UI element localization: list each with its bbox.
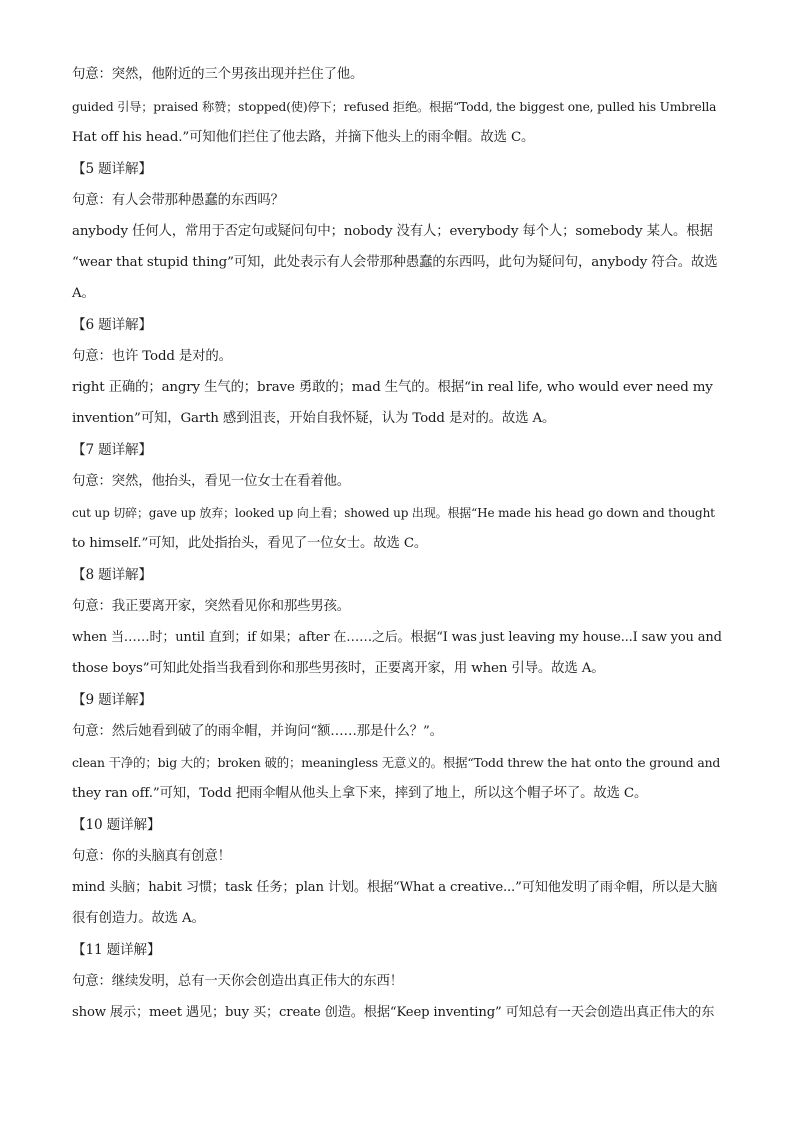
question-heading: 【6 题详解】 bbox=[72, 317, 152, 333]
question-heading: 【8 题详解】 bbox=[72, 567, 152, 583]
question-heading: 【9 题详解】 bbox=[72, 692, 152, 708]
question-heading: 【11 题详解】 bbox=[72, 942, 161, 958]
text-line: 句意：突然，他附近的三个男孩出现并拦住了他。 bbox=[72, 67, 364, 82]
text-line: clean 干净的；big 大的；broken 破的；meaningless 无意义的。根据“Todd threw the hat onto the ground and bbox=[72, 755, 721, 770]
text-line: Hat off his head.”可知他们拦住了他去路，并摘下他头上的雨伞帽。故选 C。 bbox=[72, 130, 535, 145]
text-line: 句意：也许 Todd 是对的。 bbox=[72, 349, 232, 364]
text-line: 句意：然后她看到破了的雨伞帽，并询问“额……那是什么？”。 bbox=[72, 724, 443, 739]
text-line: “wear that stupid thing”可知，此处表示有人会带那种愚蠢的东西吗，此句为疑问句，anybody 符合。故选 bbox=[72, 255, 718, 270]
text-line: 句意：突然，他抬头，看见一位女士在看着他。 bbox=[72, 474, 351, 489]
text-line: when 当……时；until 直到；if 如果；after 在……之后。根据“I was just leaving my house...I saw you and bbox=[72, 630, 722, 645]
text-line: cut up 切碎；gave up 放弃；looked up 向上看；showed up 出现。根据“He made his head go down and thought bbox=[72, 506, 715, 520]
text-line: 句意：你的头脑真有创意！ bbox=[72, 849, 231, 864]
text-line: right 正确的；angry 生气的；brave 勇敢的；mad 生气的。根据“in real life, who would ever need my bbox=[72, 380, 713, 395]
text-line: invention”可知，Garth 感到沮丧，开始自我怀疑，认为 Todd 是对的。故选 A。 bbox=[72, 411, 556, 426]
question-heading: 【7 题详解】 bbox=[72, 442, 152, 458]
text-line: show 展示；meet 遇见；buy 买；create 创造。根据“Keep inventing” 可知总有一天会创造出真正伟大的东 bbox=[72, 1005, 715, 1020]
text-line: 句意：继续发明，总有一天你会创造出真正伟大的东西！ bbox=[72, 974, 404, 989]
text-line: A。 bbox=[72, 286, 95, 301]
text-line: 句意：有人会带那种愚蠢的东西吗？ bbox=[72, 193, 284, 208]
text-line: 很有创造力。故选 A。 bbox=[72, 911, 205, 926]
text-line: guided 引导；praised 称赞；stopped(使)停下；refused 拒绝。根据“Todd, the biggest one, pulled his Umbrella bbox=[72, 100, 717, 114]
text-line: to himself.”可知，此处指抬头，看见了一位女士。故选 C。 bbox=[72, 536, 428, 551]
question-heading: 【5 题详解】 bbox=[72, 161, 152, 177]
question-heading: 【10 题详解】 bbox=[72, 817, 161, 833]
text-line: mind 头脑；habit 习惯；task 任务；plan 计划。根据“What a creative...”可知他发明了雨伞帽，所以是大脑 bbox=[72, 880, 718, 895]
text-line: they ran off.”可知，Todd 把雨伞帽从他头上拿下来，摔到了地上，所以这个帽子坏了。故选 C。 bbox=[72, 786, 648, 801]
text-line: those boys”可知此处指当我看到你和那些男孩时，正要离开家，用 when 引导。故选 A。 bbox=[72, 661, 605, 676]
text-line: 句意：我正要离开家，突然看见你和那些男孩。 bbox=[72, 599, 351, 614]
text-line: anybody 任何人，常用于否定句或疑问句中；nobody 没有人；everybody 每个人；somebody 某人。根据 bbox=[72, 224, 713, 239]
